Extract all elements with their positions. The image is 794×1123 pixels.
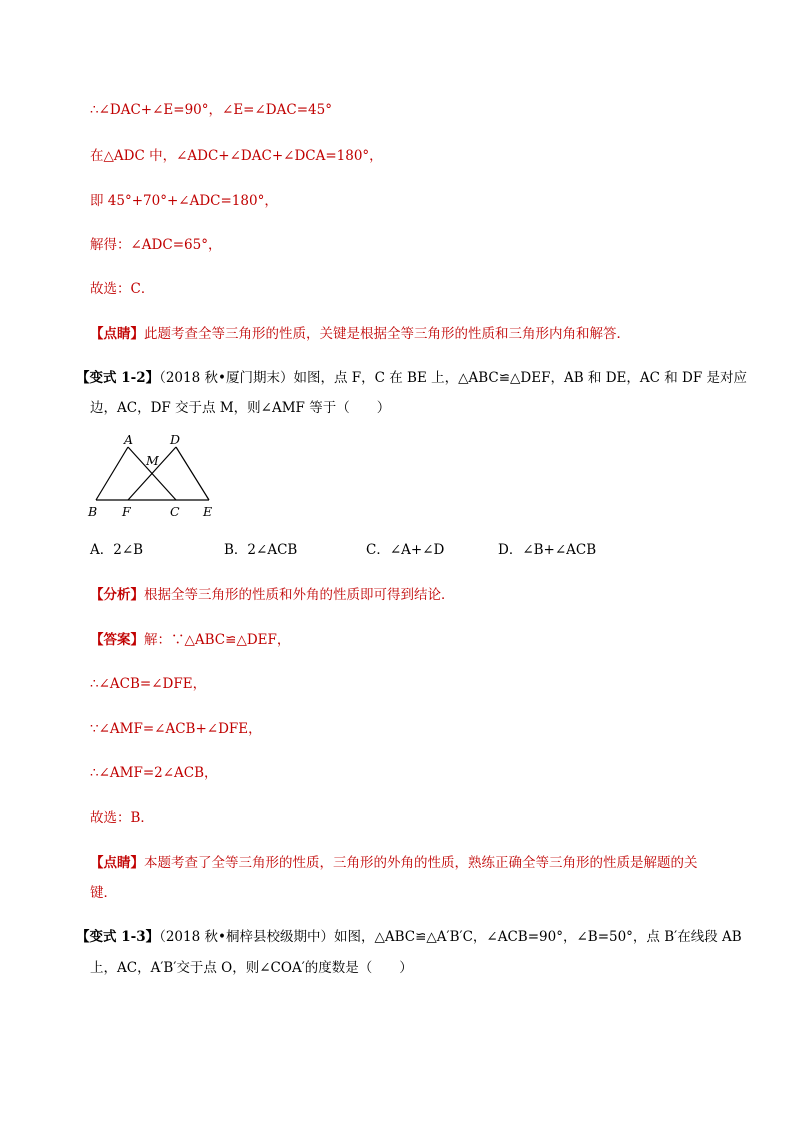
answer-tag: 【答案】 [90, 632, 144, 648]
answer-step-4: 故选：B． [90, 810, 154, 826]
comment-text-2: 本题考查了全等三角形的性质，三角形的外角的性质，熟练正确全等三角形的性质是解题的关 [144, 855, 698, 871]
comment-tag: 【点睛】 [90, 326, 144, 342]
analysis-text: 根据全等三角形的性质和外角的性质即可得到结论． [144, 587, 455, 603]
comment-text: 此题考查全等三角形的性质，关键是根据全等三角形的性质和三角形内角和解答． [144, 326, 630, 342]
solution-line-2: 在△ADC 中，∠ADC+∠DAC+∠DCA=180°， [90, 148, 383, 164]
variant-1-2-line-1 [76, 369, 747, 387]
solution-line-5: 故选：C． [90, 281, 155, 297]
solution-line-1: ∴∠DAC+∠E=90°，∠E=∠DAC=45° [90, 102, 332, 118]
variant-1-3-text-1: （2018 秋•桐梓县校级期中）如图，△ABC≌△A′B′C，∠ACB=90°，∠B=50°，点 B′在线段 AB [159, 929, 742, 945]
option-d: D．∠B+∠ACB [498, 542, 597, 558]
triangle-figure [82, 430, 232, 522]
answer-text: 解：∵△ABC≌△DEF， [144, 632, 291, 648]
label-F: F [122, 504, 131, 519]
variant-1-3-line-1 [76, 928, 742, 946]
variant-1-2-comment [90, 854, 698, 872]
label-E: E [203, 504, 213, 519]
variant-1-3-tag: 【变式 1-3】 [76, 929, 160, 945]
variant-1-3-line-2: 上，AC，A′B′交于点 O，则∠COA′的度数是（ ） [90, 960, 413, 976]
comment-continuation: 键． [90, 885, 117, 901]
analysis-tag: 【分析】 [90, 587, 144, 603]
label-M: M [146, 453, 159, 468]
variant-1-2-line-2: 边，AC，DF 交于点 M，则∠AMF 等于（ ） [90, 400, 391, 416]
option-b: B．2∠ACB [224, 542, 298, 558]
solution-line-4: 解得：∠ADC=65°， [90, 237, 222, 253]
comment-tag-2: 【点睛】 [90, 855, 144, 871]
label-D: D [170, 432, 181, 447]
solution-comment [90, 325, 630, 343]
label-A: A [124, 432, 134, 447]
option-c: C．∠A+∠D [366, 542, 445, 558]
label-B: B [88, 504, 98, 519]
answer-step-3: ∴∠AMF=2∠ACB， [90, 765, 218, 781]
option-a: A．2∠B [90, 542, 144, 558]
solution-line-3: 即 45°+70°+∠ADC=180°， [90, 193, 278, 209]
analysis-line [90, 586, 455, 604]
variant-1-2-text-1: （2018 秋•厦门期末）如图，点 F，C 在 BE 上，△ABC≌△DEF，AB 和 DE，AC 和 DF 是对应 [159, 370, 748, 386]
answer-step-2: ∵∠AMF=∠ACB+∠DFE， [90, 721, 262, 737]
segment-AB [96, 447, 128, 500]
label-C: C [170, 504, 180, 519]
answer-step-1: ∴∠ACB=∠DFE， [90, 676, 207, 692]
segment-DE [176, 447, 209, 500]
variant-1-2-tag: 【变式 1-2】 [76, 370, 160, 386]
answer-line [90, 631, 290, 649]
